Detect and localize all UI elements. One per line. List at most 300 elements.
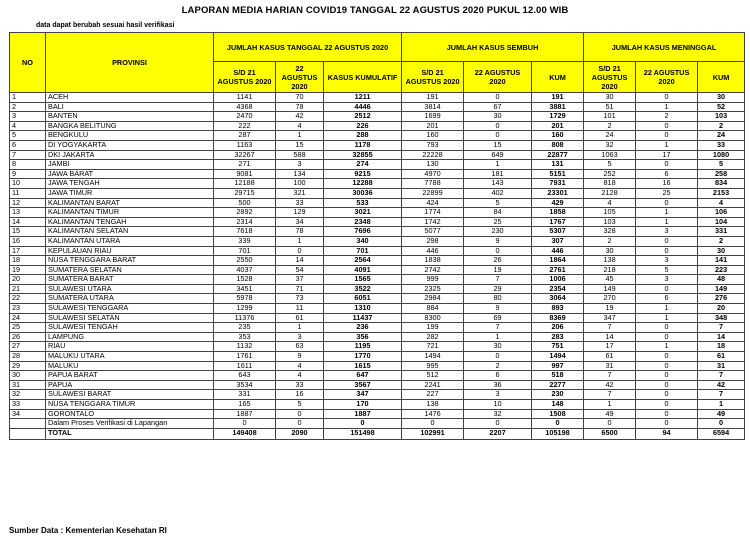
- cell-no: 1: [10, 93, 46, 103]
- cell-value: 2128: [584, 188, 636, 198]
- table-row: [10, 409, 745, 419]
- cell-value: 138: [402, 400, 464, 410]
- cell-value: 356: [324, 332, 402, 342]
- cell-value: 4: [276, 371, 324, 381]
- cell-value: 17: [636, 150, 698, 160]
- cell-no: 9: [10, 169, 46, 179]
- cell-value: 1476: [402, 409, 464, 419]
- cell-no: 19: [10, 265, 46, 275]
- cell-value: 15: [464, 140, 532, 150]
- table-row: [10, 140, 745, 150]
- table-row: [10, 371, 745, 381]
- cell-no: 34: [10, 409, 46, 419]
- cell-value: 1063: [584, 150, 636, 160]
- cell-value: 2241: [402, 380, 464, 390]
- cell-value: 19: [464, 265, 532, 275]
- cell-value: 105: [584, 208, 636, 218]
- cell-value: 701: [324, 246, 402, 256]
- cell-value: 16: [276, 390, 324, 400]
- cell-value: 2470: [214, 112, 276, 122]
- cell-value: 2984: [402, 294, 464, 304]
- cell-provinsi: DKI JAKARTA: [46, 150, 214, 160]
- table-row: [10, 160, 745, 170]
- cell-value: 0: [324, 419, 402, 429]
- cell-value: 0: [636, 284, 698, 294]
- cell-value: 999: [402, 275, 464, 285]
- cell-value: 30: [698, 246, 745, 256]
- cell-no: 27: [10, 342, 46, 352]
- cell-value: 1729: [532, 112, 584, 122]
- cell-value: 348: [698, 313, 745, 323]
- cell-value: 4: [276, 121, 324, 131]
- cell-provinsi: TOTAL: [46, 428, 214, 439]
- cell-value: 1528: [214, 275, 276, 285]
- cell-value: 100: [276, 179, 324, 189]
- cell-value: 271: [214, 160, 276, 170]
- cell-value: 1163: [214, 140, 276, 150]
- table-header-row-groups: [10, 33, 745, 62]
- cell-value: 23301: [532, 188, 584, 198]
- cell-value: 0: [636, 409, 698, 419]
- cell-value: 4: [584, 198, 636, 208]
- cell-value: 2348: [324, 217, 402, 227]
- cell-value: 5: [584, 160, 636, 170]
- cell-value: 63: [276, 342, 324, 352]
- cell-value: 2277: [532, 380, 584, 390]
- cell-value: 1: [636, 217, 698, 227]
- cell-value: 5: [276, 400, 324, 410]
- cell-value: 0: [636, 371, 698, 381]
- cell-value: 3064: [532, 294, 584, 304]
- cell-value: 2: [698, 121, 745, 131]
- cell-value: 0: [636, 246, 698, 256]
- cell-value: 1774: [402, 208, 464, 218]
- table-row: [10, 323, 745, 333]
- cell-value: 223: [698, 265, 745, 275]
- cell-provinsi: KALIMANTAN SELATAN: [46, 227, 214, 237]
- cell-value: 30036: [324, 188, 402, 198]
- cell-value: 2: [584, 236, 636, 246]
- cell-value: 22899: [402, 188, 464, 198]
- cell-value: 298: [402, 236, 464, 246]
- cell-value: 0: [636, 121, 698, 131]
- cell-value: 4446: [324, 102, 402, 112]
- cell-no: 23: [10, 304, 46, 314]
- cell-value: 3: [636, 227, 698, 237]
- cell-value: 11: [276, 304, 324, 314]
- cell-value: 20: [698, 304, 745, 314]
- cell-value: 5151: [532, 169, 584, 179]
- cell-value: 84: [464, 208, 532, 218]
- cell-value: 7: [464, 323, 532, 333]
- cell-value: 1887: [214, 409, 276, 419]
- table-row: [10, 352, 745, 362]
- cell-value: 9: [276, 352, 324, 362]
- cell-value: 3: [636, 275, 698, 285]
- cell-provinsi: SULAWESI TENGGARA: [46, 304, 214, 314]
- cell-value: 101: [584, 112, 636, 122]
- cell-value: 2742: [402, 265, 464, 275]
- cell-value: 42: [584, 380, 636, 390]
- cell-value: 1699: [402, 112, 464, 122]
- cell-value: 61: [584, 352, 636, 362]
- cell-value: 1494: [402, 352, 464, 362]
- cell-value: 321: [276, 188, 324, 198]
- cell-value: 12288: [324, 179, 402, 189]
- cell-value: 138: [584, 256, 636, 266]
- cell-value: 230: [464, 227, 532, 237]
- cell-value: 3: [464, 390, 532, 400]
- cell-value: 643: [214, 371, 276, 381]
- cell-value: 0: [214, 419, 276, 429]
- cell-value: 1: [636, 208, 698, 218]
- cell-value: 2: [636, 112, 698, 122]
- cell-value: 30: [464, 342, 532, 352]
- cell-no: 22: [10, 294, 46, 304]
- cell-value: 45: [584, 275, 636, 285]
- cell-value: 0: [464, 246, 532, 256]
- cell-value: 160: [402, 131, 464, 141]
- cell-value: 102991: [402, 428, 464, 439]
- cell-value: 12188: [214, 179, 276, 189]
- cell-no: 33: [10, 400, 46, 410]
- cell-value: 0: [584, 419, 636, 429]
- table-row: [10, 131, 745, 141]
- cell-value: 22877: [532, 150, 584, 160]
- subheader-meninggal-22: 22 AGUSTUS 2020: [636, 62, 698, 93]
- cell-value: 2512: [324, 112, 402, 122]
- cell-value: 218: [584, 265, 636, 275]
- table-row: [10, 112, 745, 122]
- cell-value: 0: [402, 419, 464, 429]
- cell-value: 105198: [532, 428, 584, 439]
- cell-provinsi: JAWA TENGAH: [46, 179, 214, 189]
- cell-value: 4091: [324, 265, 402, 275]
- cell-no: 24: [10, 313, 46, 323]
- cell-value: 3: [276, 332, 324, 342]
- table-row: [10, 265, 745, 275]
- cell-provinsi: PAPUA BARAT: [46, 371, 214, 381]
- cell-value: 30: [698, 93, 745, 103]
- cell-value: 2550: [214, 256, 276, 266]
- subheader-sembuh-kum: KUM: [532, 62, 584, 93]
- cell-value: 7: [698, 390, 745, 400]
- cell-no: [10, 419, 46, 429]
- cell-no: 29: [10, 361, 46, 371]
- cell-value: 274: [324, 160, 402, 170]
- cell-value: 995: [402, 361, 464, 371]
- cell-value: 33: [276, 198, 324, 208]
- cell-value: 148: [532, 400, 584, 410]
- table-row: [10, 400, 745, 410]
- cell-value: 808: [532, 140, 584, 150]
- cell-value: 0: [636, 323, 698, 333]
- cell-value: 206: [532, 323, 584, 333]
- subheader-sembuh-22: 22 AGUSTUS 2020: [464, 62, 532, 93]
- cell-value: 48: [698, 275, 745, 285]
- cell-value: 32855: [324, 150, 402, 160]
- cell-value: 2892: [214, 208, 276, 218]
- cell-value: 6: [636, 169, 698, 179]
- cell-provinsi: JAMBI: [46, 160, 214, 170]
- cell-no: 30: [10, 371, 46, 381]
- cell-value: 42: [698, 380, 745, 390]
- cell-value: 9215: [324, 169, 402, 179]
- subheader-kasus-kumulatif: KASUS KUMULATIF: [324, 62, 402, 93]
- cell-value: 104: [698, 217, 745, 227]
- cell-provinsi: SUMATERA BARAT: [46, 275, 214, 285]
- cell-provinsi: JAWA TIMUR: [46, 188, 214, 198]
- cell-value: 222: [214, 121, 276, 131]
- cell-no: 8: [10, 160, 46, 170]
- cell-no: 28: [10, 352, 46, 362]
- cell-no: 2: [10, 102, 46, 112]
- cell-value: 149408: [214, 428, 276, 439]
- cell-value: 103: [698, 112, 745, 122]
- cell-value: 6: [464, 371, 532, 381]
- cell-value: 165: [214, 400, 276, 410]
- cell-value: 588: [276, 150, 324, 160]
- cell-value: 0: [464, 121, 532, 131]
- cell-value: 227: [402, 390, 464, 400]
- cell-value: 446: [402, 246, 464, 256]
- cell-value: 30: [584, 246, 636, 256]
- cell-value: 22228: [402, 150, 464, 160]
- cell-value: 5: [464, 198, 532, 208]
- cell-value: 24: [698, 131, 745, 141]
- table-row: [10, 208, 745, 218]
- cell-provinsi: BANTEN: [46, 112, 214, 122]
- col-header-no: NO: [10, 33, 46, 93]
- subheader-kasus-sd21: S/D 21 AGUSTUS 2020: [214, 62, 276, 93]
- cell-provinsi: NUSA TENGGARA BARAT: [46, 256, 214, 266]
- cell-value: 331: [214, 390, 276, 400]
- cell-value: 25: [636, 188, 698, 198]
- cell-value: 14: [698, 332, 745, 342]
- cell-value: 230: [532, 390, 584, 400]
- cell-value: 1080: [698, 150, 745, 160]
- cell-value: 4037: [214, 265, 276, 275]
- cell-provinsi: BENGKULU: [46, 131, 214, 141]
- cell-value: 5307: [532, 227, 584, 237]
- cell-value: 339: [214, 236, 276, 246]
- cell-provinsi: KALIMANTAN BARAT: [46, 198, 214, 208]
- cell-value: 33: [698, 140, 745, 150]
- cell-value: 7696: [324, 227, 402, 237]
- cell-no: 25: [10, 323, 46, 333]
- cell-value: 402: [464, 188, 532, 198]
- cell-value: 7: [584, 371, 636, 381]
- cell-value: 751: [532, 342, 584, 352]
- cell-value: 0: [636, 160, 698, 170]
- cell-provinsi: KALIMANTAN TENGAH: [46, 217, 214, 227]
- cell-value: 5077: [402, 227, 464, 237]
- cell-value: 1565: [324, 275, 402, 285]
- group-header-sembuh: JUMLAH KASUS SEMBUH: [402, 33, 584, 62]
- cell-provinsi: SULAWESI SELATAN: [46, 313, 214, 323]
- cell-value: 0: [636, 332, 698, 342]
- cell-value: 2: [584, 121, 636, 131]
- table-row: [10, 419, 745, 429]
- table-row: [10, 169, 745, 179]
- cell-value: 103: [584, 217, 636, 227]
- cell-value: 141: [698, 256, 745, 266]
- table-row: [10, 313, 745, 323]
- cell-value: 276: [698, 294, 745, 304]
- cell-provinsi: Dalam Proses Verifikasi di Lapangan: [46, 419, 214, 429]
- cell-value: 67: [464, 102, 532, 112]
- cell-value: 258: [698, 169, 745, 179]
- cell-value: 3021: [324, 208, 402, 218]
- cell-value: 1887: [324, 409, 402, 419]
- cell-value: 1: [276, 131, 324, 141]
- cell-value: 1767: [532, 217, 584, 227]
- cell-no: 12: [10, 198, 46, 208]
- cell-value: 106: [698, 208, 745, 218]
- cell-value: 500: [214, 198, 276, 208]
- cell-value: 2207: [464, 428, 532, 439]
- cell-value: 7: [464, 275, 532, 285]
- cell-value: 14: [276, 256, 324, 266]
- cell-value: 353: [214, 332, 276, 342]
- cell-value: 191: [532, 93, 584, 103]
- page-title: LAPORAN MEDIA HARIAN COVID19 TANGGAL 22 AGUSTUS 2020 PUKUL 12.00 WIB: [181, 5, 569, 16]
- cell-value: 2: [698, 236, 745, 246]
- table-row: [10, 390, 745, 400]
- cell-value: 236: [324, 323, 402, 333]
- cell-value: 11376: [214, 313, 276, 323]
- cell-provinsi: ACEH: [46, 93, 214, 103]
- subheader-sembuh-sd21: S/D 21 AGUSTUS 2020: [402, 62, 464, 93]
- cell-value: 1: [636, 342, 698, 352]
- cell-value: 0: [276, 246, 324, 256]
- group-header-meninggal: JUMLAH KASUS MENINGGAL: [584, 33, 745, 62]
- cell-value: 18: [698, 342, 745, 352]
- cell-value: 647: [324, 371, 402, 381]
- cell-provinsi: MALUKU: [46, 361, 214, 371]
- cell-value: 143: [464, 179, 532, 189]
- table-row: [10, 102, 745, 112]
- cell-value: 2090: [276, 428, 324, 439]
- cell-value: 3814: [402, 102, 464, 112]
- cell-value: 331: [698, 227, 745, 237]
- cell-value: 0: [636, 400, 698, 410]
- cell-value: 9: [464, 236, 532, 246]
- cell-value: 30: [464, 112, 532, 122]
- table-row: [10, 284, 745, 294]
- cell-value: 3567: [324, 380, 402, 390]
- table-row: [10, 332, 745, 342]
- cell-value: 8300: [402, 313, 464, 323]
- cell-value: 11437: [324, 313, 402, 323]
- cell-value: 16: [636, 179, 698, 189]
- cell-no: [10, 428, 46, 439]
- cell-value: 2354: [532, 284, 584, 294]
- cell-value: 1615: [324, 361, 402, 371]
- table-row: [10, 179, 745, 189]
- cell-value: 235: [214, 323, 276, 333]
- cell-value: 0: [636, 419, 698, 429]
- cell-value: 3451: [214, 284, 276, 294]
- table-row: [10, 93, 745, 103]
- cell-value: 4: [276, 361, 324, 371]
- cell-provinsi: GORONTALO: [46, 409, 214, 419]
- cell-value: 1211: [324, 93, 402, 103]
- cell-value: 14: [584, 332, 636, 342]
- table-row: [10, 304, 745, 314]
- cell-value: 42: [276, 112, 324, 122]
- cell-value: 2325: [402, 284, 464, 294]
- table-row: [10, 198, 745, 208]
- table-row: [10, 150, 745, 160]
- cell-value: 1: [584, 400, 636, 410]
- cell-value: 6594: [698, 428, 745, 439]
- cell-value: 199: [402, 323, 464, 333]
- cell-value: 51: [584, 102, 636, 112]
- cell-value: 160: [532, 131, 584, 141]
- cell-value: 340: [324, 236, 402, 246]
- cell-provinsi: PAPUA: [46, 380, 214, 390]
- cell-value: 52: [698, 102, 745, 112]
- cell-value: 5978: [214, 294, 276, 304]
- cell-value: 0: [636, 380, 698, 390]
- table-row: [10, 236, 745, 246]
- cell-value: 884: [402, 304, 464, 314]
- cell-value: 31: [698, 361, 745, 371]
- cell-no: 11: [10, 188, 46, 198]
- cell-value: 288: [324, 131, 402, 141]
- cell-value: 33: [276, 380, 324, 390]
- table-row: [10, 294, 745, 304]
- cell-no: 6: [10, 140, 46, 150]
- cell-value: 1: [464, 160, 532, 170]
- cell-no: 7: [10, 150, 46, 160]
- cell-value: 0: [464, 131, 532, 141]
- table-row: [10, 217, 745, 227]
- cell-value: 0: [276, 419, 324, 429]
- table-row: [10, 246, 745, 256]
- cell-provinsi: SULAWESI TENGAH: [46, 323, 214, 333]
- table-row: [10, 188, 745, 198]
- cell-value: 834: [698, 179, 745, 189]
- cell-value: 347: [584, 313, 636, 323]
- table-total-row: [10, 428, 745, 439]
- cell-value: 26: [464, 256, 532, 266]
- cell-value: 151498: [324, 428, 402, 439]
- cell-provinsi: KALIMANTAN UTARA: [46, 236, 214, 246]
- cell-provinsi: NUSA TENGGARA TIMUR: [46, 400, 214, 410]
- cell-value: 512: [402, 371, 464, 381]
- cell-provinsi: LAMPUNG: [46, 332, 214, 342]
- col-header-provinsi: PROVINSI: [46, 33, 214, 93]
- cell-value: 1310: [324, 304, 402, 314]
- cell-value: 252: [584, 169, 636, 179]
- cell-value: 1: [464, 332, 532, 342]
- cell-value: 7788: [402, 179, 464, 189]
- table-row: [10, 342, 745, 352]
- cell-value: 54: [276, 265, 324, 275]
- cell-value: 7: [698, 371, 745, 381]
- cell-value: 32267: [214, 150, 276, 160]
- cell-value: 2761: [532, 265, 584, 275]
- cell-value: 1: [636, 102, 698, 112]
- subheader-meninggal-sd21: S/D 21 AGUSTUS 2020: [584, 62, 636, 93]
- cell-value: 36: [464, 380, 532, 390]
- cell-no: 10: [10, 179, 46, 189]
- cell-value: 997: [532, 361, 584, 371]
- cell-value: 131: [532, 160, 584, 170]
- cell-value: 1195: [324, 342, 402, 352]
